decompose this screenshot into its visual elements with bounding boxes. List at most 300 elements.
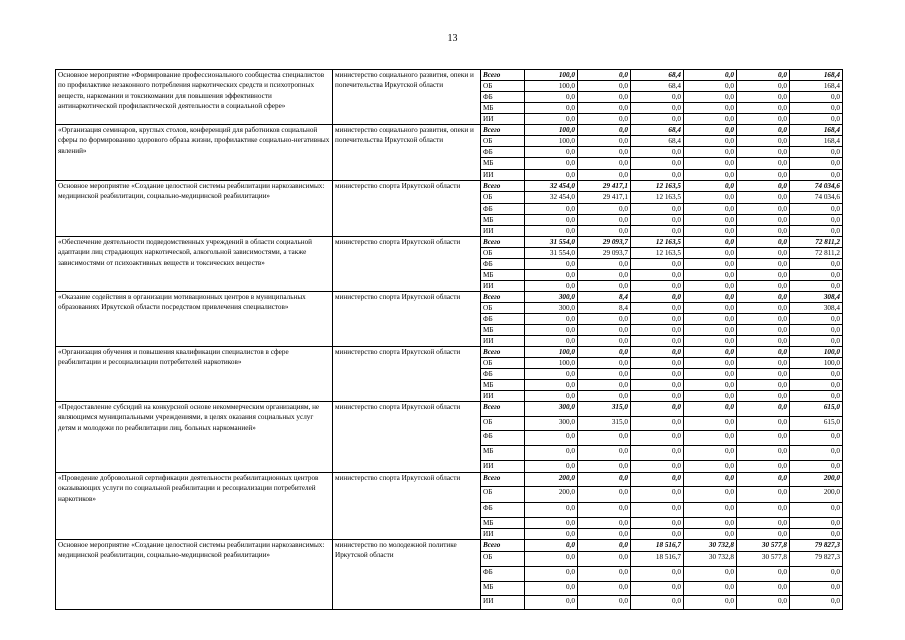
amount-cell: 0,0 [631, 431, 684, 446]
event-name: «Обеспечение деятельности подведомственных учреждений в области социальной адаптации лиц страдающих наркотической, алкогольной зависимостями, а также зависимостями от психоактивных веществ и токсических веществ» [56, 237, 333, 292]
amount-cell: 0,0 [525, 204, 578, 215]
amount-cell: 0,0 [684, 303, 737, 314]
funding-source: МБ [481, 325, 525, 336]
funding-source: Всего [481, 473, 525, 487]
amount-cell: 0,0 [684, 567, 737, 582]
amount-cell: 0,0 [578, 81, 631, 92]
amount-cell: 0,0 [684, 270, 737, 281]
amount-cell: 0,0 [631, 503, 684, 518]
amount-cell: 0,0 [684, 487, 737, 503]
amount-cell: 0,0 [684, 170, 737, 181]
amount-cell: 68,4 [631, 136, 684, 147]
amount-cell: 31 554,0 [525, 237, 578, 248]
amount-cell: 0,0 [578, 503, 631, 518]
amount-cell: 0,0 [631, 158, 684, 170]
amount-cell: 0,0 [737, 125, 790, 136]
amount-cell: 0,0 [578, 92, 631, 103]
funding-source: ОБ [481, 192, 525, 204]
funding-source: ОБ [481, 552, 525, 567]
amount-cell: 0,0 [684, 314, 737, 325]
funding-source: Всего [481, 292, 525, 303]
amount-cell: 0,0 [790, 582, 843, 596]
amount-cell: 100,0 [525, 347, 578, 358]
amount-cell: 0,0 [737, 347, 790, 358]
responsible-org: министерство спорта Иркутской области [333, 402, 481, 473]
amount-cell: 0,0 [737, 431, 790, 446]
amount-cell: 12 163,5 [631, 248, 684, 259]
amount-cell: 68,4 [631, 81, 684, 92]
amount-cell: 0,0 [578, 281, 631, 292]
funding-source: ИИ [481, 170, 525, 181]
funding-source: Всего [481, 540, 525, 552]
amount-cell: 0,0 [631, 292, 684, 303]
amount-cell: 18 516,7 [631, 552, 684, 567]
amount-cell: 0,0 [684, 181, 737, 192]
amount-cell: 0,0 [737, 136, 790, 147]
amount-cell: 0,0 [737, 292, 790, 303]
amount-cell: 200,0 [525, 473, 578, 487]
table-row [56, 70, 843, 81]
amount-cell: 0,0 [684, 369, 737, 380]
amount-cell: 0,0 [684, 391, 737, 402]
amount-cell: 0,0 [684, 248, 737, 259]
amount-cell: 0,0 [578, 431, 631, 446]
amount-cell: 168,4 [790, 81, 843, 92]
amount-cell: 79 827,3 [790, 552, 843, 567]
amount-cell: 0,0 [790, 281, 843, 292]
amount-cell: 0,0 [737, 503, 790, 518]
amount-cell: 0,0 [737, 487, 790, 503]
amount-cell: 0,0 [684, 503, 737, 518]
amount-cell: 74 034,6 [790, 192, 843, 204]
amount-cell: 168,4 [790, 136, 843, 147]
amount-cell: 0,0 [790, 215, 843, 226]
table-row [56, 473, 843, 487]
amount-cell: 0,0 [525, 503, 578, 518]
amount-cell: 0,0 [578, 215, 631, 226]
funding-source: МБ [481, 103, 525, 114]
amount-cell: 0,0 [578, 136, 631, 147]
amount-cell: 0,0 [737, 237, 790, 248]
amount-cell: 0,0 [684, 358, 737, 369]
amount-cell: 0,0 [790, 270, 843, 281]
amount-cell: 0,0 [525, 391, 578, 402]
amount-cell: 0,0 [737, 303, 790, 314]
amount-cell: 0,0 [631, 380, 684, 391]
funding-source: ИИ [481, 529, 525, 540]
amount-cell: 0,0 [737, 314, 790, 325]
amount-cell: 0,0 [737, 529, 790, 540]
funding-source: ФБ [481, 503, 525, 518]
amount-cell: 0,0 [525, 270, 578, 281]
amount-cell: 0,0 [684, 226, 737, 237]
amount-cell: 0,0 [525, 92, 578, 103]
responsible-org: министерство социального развития, опеки и попечительства Иркутской области [333, 125, 481, 181]
amount-cell: 0,0 [525, 215, 578, 226]
amount-cell: 30 577,8 [737, 552, 790, 567]
amount-cell: 0,0 [525, 567, 578, 582]
amount-cell: 0,0 [578, 473, 631, 487]
amount-cell: 0,0 [737, 215, 790, 226]
amount-cell: 0,0 [737, 461, 790, 473]
amount-cell: 0,0 [578, 552, 631, 567]
amount-cell: 0,0 [737, 92, 790, 103]
amount-cell: 100,0 [525, 358, 578, 369]
responsible-org: министерство спорта Иркутской области [333, 181, 481, 237]
amount-cell: 0,0 [684, 596, 737, 610]
amount-cell: 0,0 [631, 347, 684, 358]
amount-cell: 0,0 [737, 391, 790, 402]
table-row [56, 181, 843, 192]
amount-cell: 0,0 [578, 540, 631, 552]
funding-source: Всего [481, 70, 525, 81]
table-row [56, 125, 843, 136]
page-number: 13 [447, 33, 458, 44]
event-name: Основное мероприятие «Формирование профессионального сообщества специалистов по профилактике незаконного потребления наркотических средств и психотропных веществ, наркомании и токсикомании для повышения эффективности антинаркотической профилактической деятельности в социальной сфере» [56, 70, 333, 125]
amount-cell: 0,0 [578, 170, 631, 181]
responsible-org: министерство спорта Иркутской области [333, 473, 481, 540]
amount-cell: 0,0 [684, 158, 737, 170]
event-name: Основное мероприятие «Создание целостной системы реабилитации наркозависимых: медицинской реабилитации, социально-медицинской реабилитации» [56, 181, 333, 237]
amount-cell: 0,0 [737, 158, 790, 170]
amount-cell: 0,0 [631, 596, 684, 610]
amount-cell: 8,4 [578, 303, 631, 314]
amount-cell: 0,0 [684, 281, 737, 292]
funding-source: ФБ [481, 431, 525, 446]
amount-cell: 12 163,5 [631, 192, 684, 204]
amount-cell: 100,0 [525, 81, 578, 92]
amount-cell: 200,0 [525, 487, 578, 503]
amount-cell: 0,0 [684, 92, 737, 103]
amount-cell: 0,0 [684, 431, 737, 446]
amount-cell: 0,0 [684, 417, 737, 431]
amount-cell: 0,0 [684, 347, 737, 358]
responsible-org: министерство спорта Иркутской области [333, 292, 481, 347]
amount-cell: 74 034,6 [790, 181, 843, 192]
amount-cell: 0,0 [525, 103, 578, 114]
amount-cell: 0,0 [684, 582, 737, 596]
amount-cell: 308,4 [790, 303, 843, 314]
responsible-org: министерство по молодежной политике Иркутской области [333, 540, 481, 610]
amount-cell: 168,4 [790, 125, 843, 136]
amount-cell: 0,0 [684, 292, 737, 303]
amount-cell: 0,0 [578, 314, 631, 325]
amount-cell: 0,0 [737, 270, 790, 281]
amount-cell: 0,0 [737, 380, 790, 391]
amount-cell: 168,4 [790, 70, 843, 81]
amount-cell: 0,0 [525, 431, 578, 446]
amount-cell: 72 811,2 [790, 248, 843, 259]
funding-source: ФБ [481, 204, 525, 215]
amount-cell: 0,0 [684, 237, 737, 248]
amount-cell: 8,4 [578, 292, 631, 303]
amount-cell: 30 732,8 [684, 552, 737, 567]
funding-source: ФБ [481, 369, 525, 380]
amount-cell: 0,0 [578, 103, 631, 114]
amount-cell: 0,0 [790, 380, 843, 391]
amount-cell: 0,0 [631, 259, 684, 270]
amount-cell: 0,0 [737, 446, 790, 461]
amount-cell: 0,0 [737, 567, 790, 582]
amount-cell: 0,0 [525, 582, 578, 596]
amount-cell: 0,0 [631, 369, 684, 380]
amount-cell: 0,0 [790, 325, 843, 336]
amount-cell: 0,0 [631, 325, 684, 336]
amount-cell: 0,0 [737, 81, 790, 92]
amount-cell: 0,0 [790, 596, 843, 610]
amount-cell: 0,0 [525, 114, 578, 125]
funding-source: ФБ [481, 259, 525, 270]
amount-cell: 315,0 [578, 402, 631, 417]
amount-cell: 0,0 [737, 325, 790, 336]
amount-cell: 12 163,5 [631, 181, 684, 192]
funding-source: Всего [481, 125, 525, 136]
amount-cell: 29 093,7 [578, 237, 631, 248]
amount-cell: 0,0 [790, 391, 843, 402]
amount-cell: 0,0 [578, 369, 631, 380]
funding-source: ИИ [481, 596, 525, 610]
table-row [56, 347, 843, 358]
event-name: «Организация семинаров, круглых столов, конференций для работников социальной сферы по формированию здорового образа жизни, профилактике социально-негативных явлений» [56, 125, 333, 181]
table-row [56, 540, 843, 552]
amount-cell: 0,0 [684, 204, 737, 215]
amount-cell: 0,0 [578, 70, 631, 81]
amount-cell: 0,0 [684, 380, 737, 391]
funding-source: ОБ [481, 487, 525, 503]
funding-source: ИИ [481, 226, 525, 237]
amount-cell: 0,0 [737, 181, 790, 192]
amount-cell: 0,0 [790, 518, 843, 529]
amount-cell: 0,0 [790, 92, 843, 103]
amount-cell: 0,0 [578, 125, 631, 136]
amount-cell: 0,0 [737, 582, 790, 596]
amount-cell: 0,0 [631, 114, 684, 125]
amount-cell: 0,0 [631, 303, 684, 314]
amount-cell: 0,0 [631, 281, 684, 292]
funding-source: МБ [481, 518, 525, 529]
amount-cell: 0,0 [525, 259, 578, 270]
amount-cell: 308,4 [790, 292, 843, 303]
amount-cell: 615,0 [790, 402, 843, 417]
amount-cell: 0,0 [525, 226, 578, 237]
amount-cell: 0,0 [631, 402, 684, 417]
funding-source: Всего [481, 347, 525, 358]
amount-cell: 0,0 [684, 461, 737, 473]
amount-cell: 615,0 [790, 417, 843, 431]
funding-source: МБ [481, 270, 525, 281]
amount-cell: 0,0 [525, 158, 578, 170]
funding-source: ОБ [481, 358, 525, 369]
amount-cell: 0,0 [684, 473, 737, 487]
amount-cell: 0,0 [631, 529, 684, 540]
funding-source: МБ [481, 446, 525, 461]
amount-cell: 0,0 [525, 369, 578, 380]
amount-cell: 100,0 [790, 358, 843, 369]
amount-cell: 315,0 [578, 417, 631, 431]
amount-cell: 0,0 [737, 259, 790, 270]
funding-source: ФБ [481, 92, 525, 103]
amount-cell: 79 827,3 [790, 540, 843, 552]
amount-cell: 300,0 [525, 402, 578, 417]
amount-cell: 0,0 [525, 540, 578, 552]
amount-cell: 0,0 [790, 259, 843, 270]
amount-cell: 0,0 [790, 147, 843, 158]
amount-cell: 0,0 [737, 336, 790, 347]
amount-cell: 0,0 [737, 70, 790, 81]
amount-cell: 29 417,1 [578, 192, 631, 204]
amount-cell: 32 454,0 [525, 192, 578, 204]
amount-cell: 0,0 [578, 529, 631, 540]
amount-cell: 0,0 [737, 369, 790, 380]
funding-source: ОБ [481, 248, 525, 259]
amount-cell: 0,0 [790, 170, 843, 181]
amount-cell: 0,0 [737, 204, 790, 215]
amount-cell: 0,0 [578, 270, 631, 281]
amount-cell: 100,0 [525, 125, 578, 136]
amount-cell: 72 811,2 [790, 237, 843, 248]
amount-cell: 0,0 [578, 259, 631, 270]
amount-cell: 0,0 [631, 92, 684, 103]
amount-cell: 0,0 [525, 170, 578, 181]
amount-cell: 0,0 [525, 529, 578, 540]
amount-cell: 0,0 [578, 204, 631, 215]
amount-cell: 0,0 [684, 402, 737, 417]
funding-source: ИИ [481, 281, 525, 292]
amount-cell: 0,0 [684, 259, 737, 270]
amount-cell: 0,0 [684, 114, 737, 125]
amount-cell: 0,0 [737, 147, 790, 158]
funding-source: МБ [481, 582, 525, 596]
amount-cell: 0,0 [525, 596, 578, 610]
event-name: «Организация обучения и повышения квалификации специалистов в сфере реабилитации и ресоциализации потребителей наркотиков» [56, 347, 333, 402]
amount-cell: 0,0 [684, 125, 737, 136]
amount-cell: 30 732,8 [684, 540, 737, 552]
event-name: «Проведение добровольной сертификации деятельности реабилитационных центров оказывающих услуги по социальной реабилитации и ресоциализации потребителей наркотиков» [56, 473, 333, 540]
amount-cell: 0,0 [684, 446, 737, 461]
event-name: «Оказание содействия в организации мотивационных центров в муниципальных образованиях Иркутской области посредством привлечения специалистов» [56, 292, 333, 347]
amount-cell: 0,0 [578, 358, 631, 369]
amount-cell: 29 093,7 [578, 248, 631, 259]
amount-cell: 0,0 [684, 103, 737, 114]
amount-cell: 0,0 [631, 473, 684, 487]
event-name: «Предоставление субсидий на конкурсной основе некоммерческим организациям, не являющимся муниципальными учреждениями, в целях оказания социальных услуг детям и молодежи по реабилитации лиц, больных наркоманией» [56, 402, 333, 473]
amount-cell: 0,0 [737, 170, 790, 181]
amount-cell: 0,0 [631, 270, 684, 281]
amount-cell: 0,0 [578, 336, 631, 347]
amount-cell: 0,0 [737, 192, 790, 204]
funding-source: Всего [481, 237, 525, 248]
amount-cell: 0,0 [790, 461, 843, 473]
amount-cell: 0,0 [684, 336, 737, 347]
funding-source: ИИ [481, 336, 525, 347]
amount-cell: 68,4 [631, 70, 684, 81]
funding-source: ОБ [481, 136, 525, 147]
table-row [56, 292, 843, 303]
amount-cell: 0,0 [790, 529, 843, 540]
amount-cell: 0,0 [631, 147, 684, 158]
funding-source: ОБ [481, 303, 525, 314]
amount-cell: 0,0 [631, 582, 684, 596]
funding-source: ОБ [481, 417, 525, 431]
amount-cell: 0,0 [684, 136, 737, 147]
funding-source: Всего [481, 402, 525, 417]
amount-cell: 0,0 [737, 226, 790, 237]
amount-cell: 0,0 [631, 336, 684, 347]
amount-cell: 0,0 [578, 446, 631, 461]
amount-cell: 300,0 [525, 303, 578, 314]
amount-cell: 0,0 [737, 248, 790, 259]
amount-cell: 0,0 [631, 391, 684, 402]
amount-cell: 0,0 [737, 358, 790, 369]
funding-source: ФБ [481, 147, 525, 158]
responsible-org: министерство социального развития, опеки и попечительства Иркутской области [333, 70, 481, 125]
funding-source: МБ [481, 215, 525, 226]
funding-source: ОБ [481, 81, 525, 92]
amount-cell: 0,0 [631, 204, 684, 215]
amount-cell: 0,0 [684, 147, 737, 158]
amount-cell: 0,0 [578, 582, 631, 596]
amount-cell: 0,0 [525, 446, 578, 461]
amount-cell: 0,0 [737, 596, 790, 610]
funding-source: ИИ [481, 461, 525, 473]
funding-source: МБ [481, 380, 525, 391]
amount-cell: 32 454,0 [525, 181, 578, 192]
amount-cell: 100,0 [790, 347, 843, 358]
budget-table [55, 69, 843, 610]
responsible-org: министерство спорта Иркутской области [333, 347, 481, 402]
amount-cell: 0,0 [737, 114, 790, 125]
amount-cell: 0,0 [790, 103, 843, 114]
amount-cell: 0,0 [578, 596, 631, 610]
amount-cell: 0,0 [790, 114, 843, 125]
amount-cell: 0,0 [631, 461, 684, 473]
amount-cell: 0,0 [631, 518, 684, 529]
table-row [56, 402, 843, 417]
table-row [56, 237, 843, 248]
funding-source: МБ [481, 158, 525, 170]
amount-cell: 0,0 [578, 567, 631, 582]
responsible-org: министерство спорта Иркутской области [333, 237, 481, 292]
amount-cell: 0,0 [790, 503, 843, 518]
amount-cell: 0,0 [578, 461, 631, 473]
amount-cell: 0,0 [578, 380, 631, 391]
amount-cell: 0,0 [631, 487, 684, 503]
amount-cell: 0,0 [631, 215, 684, 226]
event-name: Основное мероприятие «Создание целостной системы реабилитации наркозависимых: медицинской реабилитации, социально-медицинской реабилитации» [56, 540, 333, 610]
amount-cell: 0,0 [684, 70, 737, 81]
amount-cell: 0,0 [737, 417, 790, 431]
amount-cell: 0,0 [790, 446, 843, 461]
funding-source: ФБ [481, 567, 525, 582]
amount-cell: 0,0 [525, 336, 578, 347]
amount-cell: 0,0 [737, 402, 790, 417]
amount-cell: 200,0 [790, 473, 843, 487]
amount-cell: 0,0 [631, 417, 684, 431]
amount-cell: 31 554,0 [525, 248, 578, 259]
amount-cell: 18 516,7 [631, 540, 684, 552]
amount-cell: 0,0 [684, 81, 737, 92]
amount-cell: 300,0 [525, 292, 578, 303]
amount-cell: 0,0 [684, 325, 737, 336]
amount-cell: 0,0 [578, 347, 631, 358]
amount-cell: 0,0 [578, 226, 631, 237]
amount-cell: 0,0 [684, 529, 737, 540]
amount-cell: 100,0 [525, 136, 578, 147]
amount-cell: 0,0 [525, 552, 578, 567]
amount-cell: 0,0 [578, 147, 631, 158]
funding-source: Всего [481, 181, 525, 192]
amount-cell: 0,0 [684, 215, 737, 226]
